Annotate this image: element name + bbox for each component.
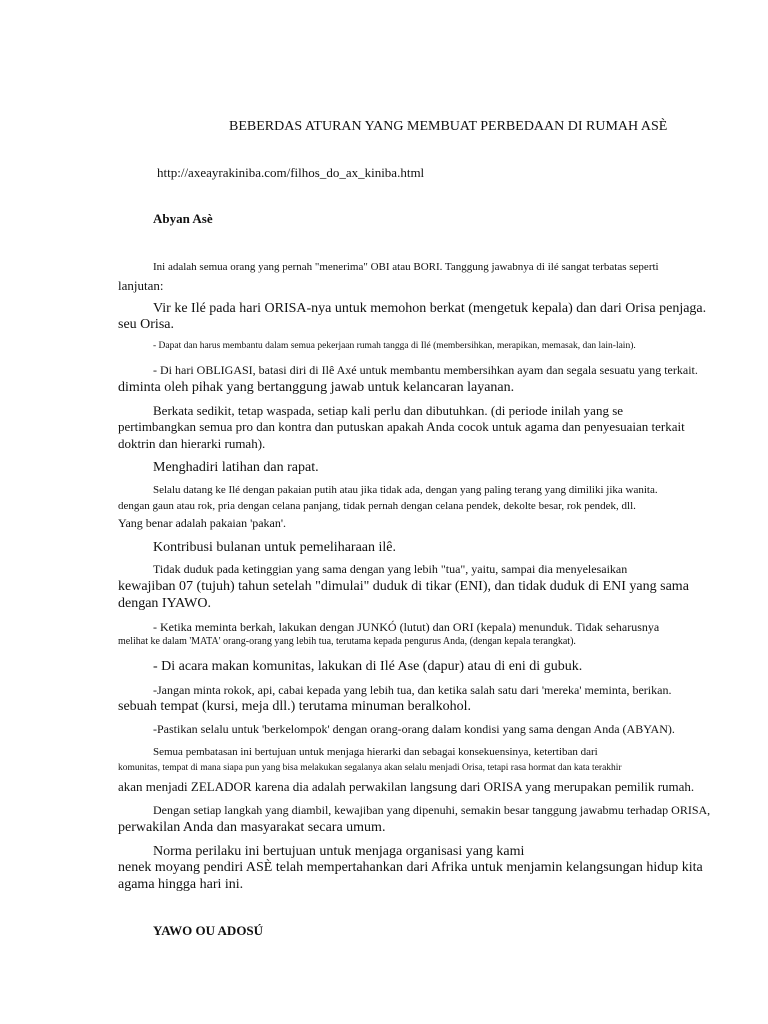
paragraph-line: pertimbangkan semua pro dan kontra dan putuskan apakah Anda cocok untuk agama dan penyesuaian terkait <box>118 419 685 434</box>
paragraph-line: - Di hari OBLIGASI, batasi diri di Ilê Axé untuk membantu membersihkan ayam dan segala sesuatu yang terkait. <box>153 363 698 377</box>
document-title: BEBERDAS ATURAN YANG MEMBUAT PERBEDAAN DI RUMAH ASÈ <box>229 119 668 134</box>
paragraph-line: perwakilan Anda dan masyarakat secara umum. <box>118 820 386 835</box>
paragraph-line: akan menjadi ZELADOR karena dia adalah perwakilan langsung dari ORISA yang merupakan pemilik rumah. <box>118 779 695 794</box>
paragraph-line: dengan IYAWO. <box>118 596 211 611</box>
paragraph-line: Dengan setiap langkah yang diambil, kewajiban yang dipenuhi, semakin besar tanggung jawabmu terhadap ORISA, <box>153 803 711 817</box>
paragraph-line: Semua pembatasan ini bertujuan untuk menjaga hierarki dan sebagai konsekuensinya, ketertiban dari <box>153 746 598 758</box>
paragraph-line: lanjutan: <box>118 278 164 293</box>
paragraph-line: Yang benar adalah pakaian 'pakan'. <box>118 516 287 530</box>
paragraph-line: melihat ke dalam 'MATA' orang-orang yang lebih tua, terutama kepada pengurus Anda, (dengan kepala terangkat). <box>118 636 576 647</box>
paragraph-line: - Dapat dan harus membantu dalam semua pekerjaan rumah tangga di Ilé (membersihkan, merapikan, memasak, dan lain-lain). <box>153 341 636 351</box>
paragraph-line: diminta oleh pihak yang bertanggung jawab untuk kelancaran layanan. <box>118 380 515 395</box>
paragraph-line: nenek moyang pendiri ASÈ telah mempertahankan dari Afrika untuk menjamin kelangsungan hidup kita <box>118 860 703 875</box>
paragraph-line: sebuah tempat (kursi, meja dll.) terutama minuman beralkohol. <box>118 699 472 714</box>
paragraph-line: Kontribusi bulanan untuk pemeliharaan ilê. <box>153 540 396 555</box>
paragraph-line: Selalu datang ke Ilé dengan pakaian putih atau jika tidak ada, dengan yang paling terang yang dimiliki jika wanita. <box>153 484 658 496</box>
paragraph-line: seu Orisa. <box>118 317 174 332</box>
paragraph-line: doktrin dan hierarki rumah). <box>118 436 266 451</box>
section-heading-abyan: Abyan Asè <box>153 211 213 226</box>
paragraph-line: - Di acara makan komunitas, lakukan di Ilé Ase (dapur) atau di eni di gubuk. <box>153 659 583 674</box>
paragraph-line: Berkata sedikit, tetap waspada, setiap kali perlu dan dibutuhkan. (di periode inilah yang se <box>153 403 624 418</box>
paragraph-line: dengan gaun atau rok, pria dengan celana panjang, tidak pernah dengan celana pendek, dekolte besar, rok pendek, dll. <box>118 500 636 512</box>
paragraph-line: Norma perilaku ini bertujuan untuk menjaga organisasi yang kami <box>153 844 525 859</box>
source-url: http://axeayrakiniba.com/filhos_do_ax_kiniba.html <box>157 165 425 180</box>
paragraph-line: - Ketika meminta berkah, lakukan dengan JUNKÓ (lutut) dan ORI (kepala) menunduk. Tidak seharusnya <box>153 620 660 634</box>
paragraph-line: Ini adalah semua orang yang pernah "menerima" OBI atau BORI. Tanggung jawabnya di ilé sangat terbatas seperti <box>153 261 659 273</box>
paragraph-line: Menghadiri latihan dan rapat. <box>153 460 319 475</box>
section-heading-yawo: YAWO OU ADOSÚ <box>153 923 264 938</box>
paragraph-line: agama hingga hari ini. <box>118 877 244 892</box>
paragraph-line: Tidak duduk pada ketinggian yang sama dengan yang lebih "tua", yaitu, sampai dia menyelesaikan <box>153 562 628 576</box>
paragraph-line: komunitas, tempat di mana siapa pun yang bisa melakukan segalanya akan selalu menjadi Orisa, tetapi rasa hormat dan kata terakhir <box>118 763 622 773</box>
paragraph-line: -Pastikan selalu untuk 'berkelompok' dengan orang-orang dalam kondisi yang sama dengan Anda (ABYAN). <box>153 722 675 736</box>
paragraph-line: kewajiban 07 (tujuh) tahun setelah "dimulai" duduk di tikar (ENI), dan tidak duduk di ENI yang sama <box>118 579 689 594</box>
paragraph-line: Vir ke Ilé pada hari ORISA-nya untuk memohon berkat (mengetuk kepala) dan dari Orisa penjaga. <box>153 301 707 316</box>
paragraph-line: -Jangan minta rokok, api, cabai kepada yang lebih tua, dan ketika salah satu dari 'mereka' meminta, berikan. <box>153 683 672 697</box>
